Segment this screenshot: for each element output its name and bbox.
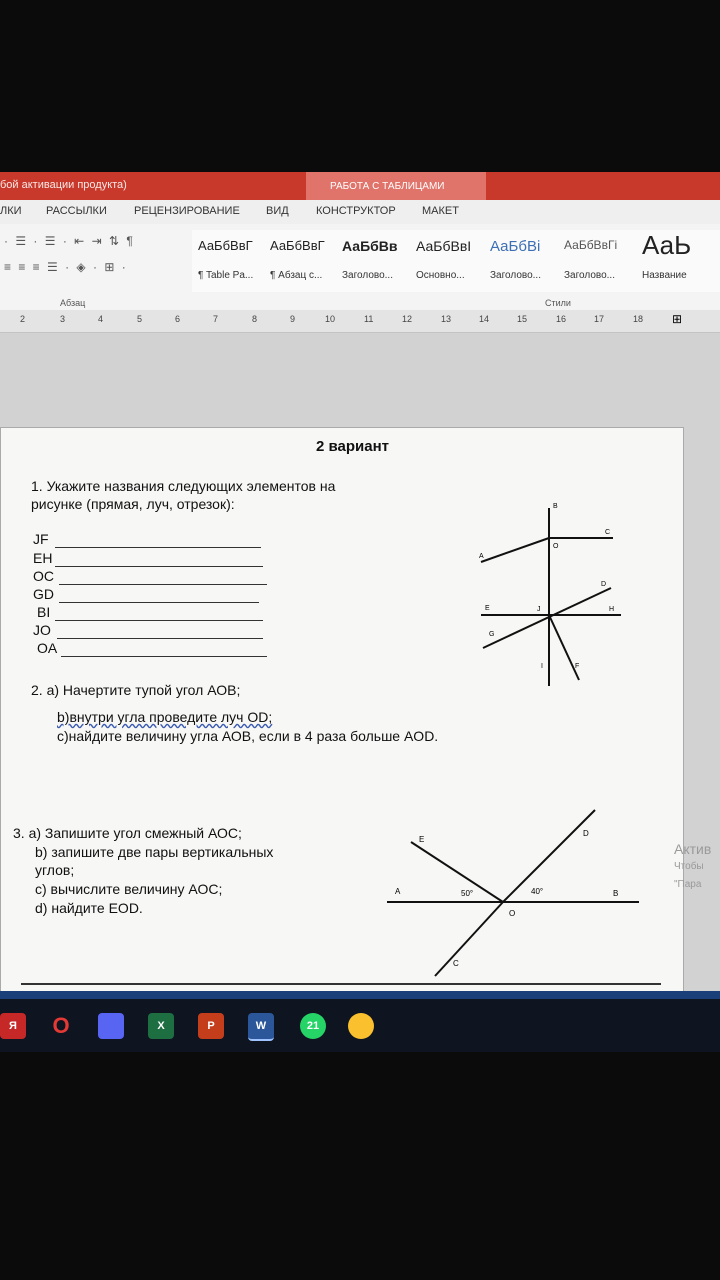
answer-line bbox=[61, 656, 267, 657]
answer-line bbox=[55, 566, 263, 567]
style-title[interactable]: АаЬ Название bbox=[642, 230, 692, 281]
answer-line bbox=[55, 547, 261, 548]
window-title: бой активации продукта) bbox=[0, 179, 127, 191]
ruler-marker-icon[interactable]: ⊞ bbox=[672, 312, 683, 326]
ruler-mark: 7 bbox=[213, 314, 219, 324]
tab-view[interactable]: ВИД bbox=[266, 205, 289, 217]
label-e: E bbox=[419, 835, 425, 844]
label-g: G bbox=[489, 631, 495, 638]
excel-icon[interactable]: X bbox=[148, 1013, 174, 1039]
label-h: H bbox=[609, 606, 615, 613]
angle-label-50: 50° bbox=[461, 889, 474, 898]
tab-mailings[interactable]: РАССЫЛКИ bbox=[46, 205, 107, 217]
ruler-mark: 16 bbox=[556, 314, 567, 324]
answer-label: OC bbox=[33, 568, 54, 584]
styles-gallery bbox=[192, 230, 720, 292]
style-heading-2[interactable]: АаБбВі Заголово... bbox=[490, 238, 541, 281]
task1-line1: 1. Укажите названия следующих элементов на bbox=[31, 478, 336, 494]
answer-label: BI bbox=[37, 604, 51, 620]
figure-angles-diagram bbox=[381, 798, 643, 978]
tab-layout[interactable]: МАКЕТ bbox=[422, 205, 459, 217]
page-title: 2 вариант bbox=[316, 438, 390, 455]
paragraph-tools bbox=[4, 234, 184, 286]
label-e: E bbox=[485, 605, 490, 612]
document-page[interactable] bbox=[0, 427, 684, 999]
horizontal-ruler[interactable] bbox=[0, 310, 720, 333]
tab-design[interactable]: КОНСТРУКТОР bbox=[316, 205, 396, 217]
ruler-mark: 18 bbox=[633, 314, 644, 324]
label-d: D bbox=[601, 581, 607, 588]
task3-line-b2: углов; bbox=[35, 862, 75, 878]
style-body-text[interactable]: АаБбВвІ Основно... bbox=[416, 238, 472, 281]
label-b: B bbox=[613, 889, 619, 898]
label-c: C bbox=[453, 959, 459, 968]
chrome-icon[interactable] bbox=[348, 1013, 374, 1039]
answer-line bbox=[55, 620, 263, 621]
ruler-mark: 5 bbox=[137, 314, 143, 324]
ruler-mark: 14 bbox=[479, 314, 490, 324]
answer-line bbox=[57, 638, 263, 639]
discord-icon[interactable] bbox=[98, 1013, 124, 1039]
activation-watermark-line1: Актив bbox=[674, 841, 712, 857]
context-tab-label: РАБОТА С ТАБЛИЦАМИ bbox=[330, 181, 445, 192]
label-b: B bbox=[553, 503, 558, 510]
label-c: C bbox=[605, 529, 611, 536]
figure-lines-diagram bbox=[471, 498, 631, 688]
align-tools-row[interactable]: ≡ ≡ ≡ ☰ · ◈ · ⊞ · bbox=[4, 260, 128, 274]
ribbon bbox=[0, 224, 720, 311]
answer-label: JF bbox=[33, 531, 49, 547]
ruler-mark: 4 bbox=[98, 314, 104, 324]
answer-label: GD bbox=[33, 586, 54, 602]
screen bbox=[0, 172, 720, 1052]
ruler-mark: 9 bbox=[290, 314, 296, 324]
styles-group-label: Стили bbox=[545, 298, 571, 308]
answer-line bbox=[59, 584, 267, 585]
tab-review[interactable]: РЕЦЕНЗИРОВАНИЕ bbox=[134, 205, 240, 217]
task3-line-b: b) запишите две пары вертикальных bbox=[35, 844, 274, 860]
document-area[interactable] bbox=[0, 333, 720, 991]
task2-line-c: c)найдите величину угла АОВ, если в 4 раза больше AOD. bbox=[57, 728, 439, 744]
table-border bbox=[21, 983, 661, 985]
style-heading-3[interactable]: АаБбВвГі Заголово... bbox=[564, 238, 618, 281]
whatsapp-icon[interactable]: 21 bbox=[300, 1013, 326, 1039]
ruler-mark: 10 bbox=[325, 314, 336, 324]
powerpoint-icon[interactable]: P bbox=[198, 1013, 224, 1039]
activation-watermark-line3: "Пара bbox=[674, 879, 702, 890]
label-o: O bbox=[553, 543, 559, 550]
style-table-paragraph[interactable]: АаБбВвГ ¶ Table Pa... bbox=[198, 238, 254, 281]
task3-line-c: c) вычислите величину АОС; bbox=[35, 881, 223, 897]
ruler-mark: 13 bbox=[441, 314, 452, 324]
task3-line-d: d) найдите EOD. bbox=[35, 900, 143, 916]
answer-label: OA bbox=[37, 640, 58, 656]
ruler-mark: 11 bbox=[364, 314, 374, 324]
style-list-paragraph[interactable]: АаБбВвГ ¶ Абзац с... bbox=[270, 238, 325, 281]
activation-watermark-line2: Чтобы bbox=[674, 861, 704, 872]
ruler-mark: 17 bbox=[594, 314, 605, 324]
ribbon-tabs bbox=[0, 200, 720, 224]
task2-line-b: b)внутри угла проведите луч OD; bbox=[57, 709, 273, 725]
label-i: I bbox=[541, 663, 543, 670]
label-d: D bbox=[583, 829, 589, 838]
angle-label-40: 40° bbox=[531, 887, 544, 896]
answer-line bbox=[59, 602, 259, 603]
label-f: F bbox=[575, 663, 580, 670]
ruler-mark: 15 bbox=[517, 314, 528, 324]
word-icon[interactable]: W bbox=[248, 1013, 274, 1041]
context-tab-header bbox=[306, 172, 486, 200]
label-a: A bbox=[395, 887, 401, 896]
task1-line2: рисунке (прямая, луч, отрезок): bbox=[31, 496, 235, 512]
task3-line-a: 3. а) Запишите угол смежный АОС; bbox=[13, 825, 242, 841]
paragraph-group-label: Абзац bbox=[60, 298, 86, 308]
yandex-icon[interactable]: Я bbox=[0, 1013, 26, 1039]
ruler-mark: 2 bbox=[20, 314, 26, 324]
title-bar bbox=[0, 172, 720, 200]
list-tools-row[interactable]: · ☰ · ☰ · ⇤ ⇥ ⇅ ¶ bbox=[4, 234, 135, 248]
ruler-mark: 3 bbox=[60, 314, 66, 324]
style-heading-1[interactable]: АаБбВв Заголово... bbox=[342, 238, 398, 281]
opera-icon[interactable]: O bbox=[52, 1013, 70, 1038]
answer-label: JO bbox=[33, 622, 51, 638]
label-o: O bbox=[509, 909, 516, 918]
label-a: A bbox=[479, 553, 484, 560]
tab-links[interactable]: ЛКИ bbox=[0, 205, 22, 217]
ruler-mark: 6 bbox=[175, 314, 181, 324]
answer-label: EH bbox=[33, 550, 53, 566]
taskbar bbox=[0, 991, 720, 1052]
ruler-mark: 12 bbox=[402, 314, 413, 324]
task2-line-a: 2. а) Начертите тупой угол АОВ; bbox=[31, 682, 241, 698]
ruler-mark: 8 bbox=[252, 314, 258, 324]
label-j: J bbox=[537, 606, 541, 613]
